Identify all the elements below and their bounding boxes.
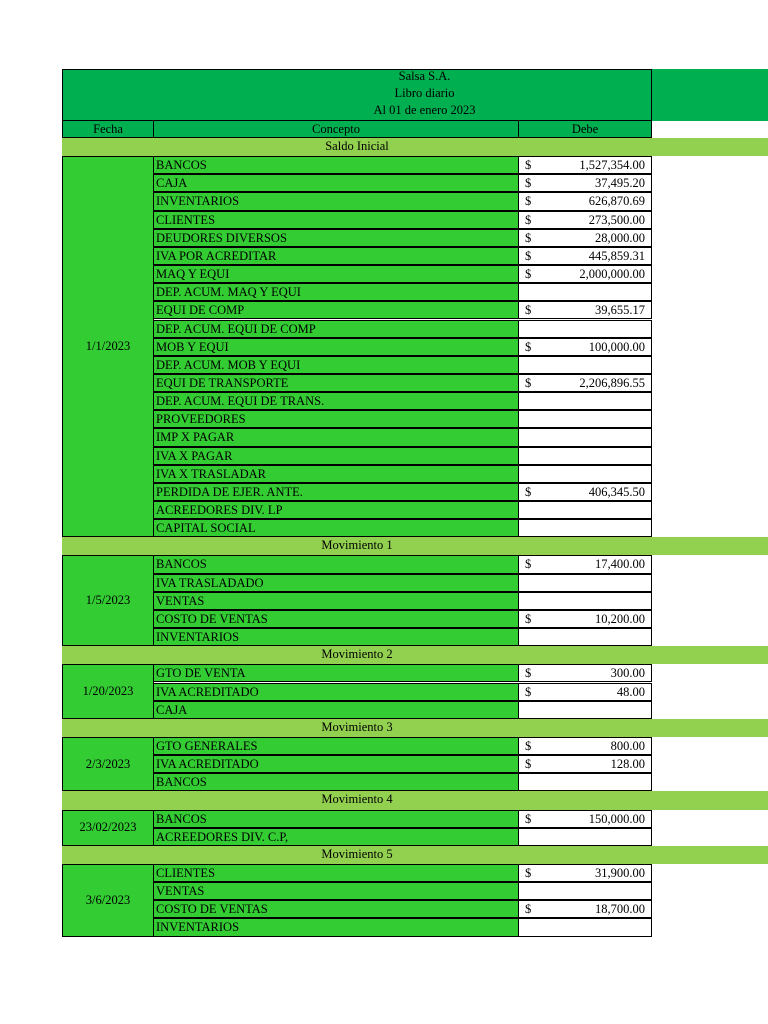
currency-symbol: $: [525, 866, 532, 880]
fecha-cell: 23/02/2023: [62, 810, 154, 846]
fecha-cell: 2/3/2023: [62, 737, 154, 791]
concepto-cell: ACREEDORES DIV. C.P,: [153, 828, 519, 846]
debe-amount: 1,527,354.00: [579, 158, 645, 173]
column-header-debe: Debe: [518, 120, 652, 138]
report-title: Libro diario: [394, 86, 455, 100]
concepto-cell: PROVEEDORES: [153, 410, 519, 428]
concepto-cell: DEP. ACUM. EQUI DE COMP: [153, 320, 519, 338]
currency-symbol: $: [525, 176, 532, 191]
currency-symbol: $: [525, 303, 532, 318]
fecha-cell: 3/6/2023: [62, 864, 154, 937]
currency-symbol: $: [525, 212, 532, 227]
debe-cell: [518, 356, 652, 374]
concepto-cell: GTO DE VENTA: [153, 664, 519, 682]
debe-amount: 31,900.00: [595, 866, 645, 880]
concepto-cell: DEP. ACUM. EQUI DE TRANS.: [153, 392, 519, 410]
concepto-cell: IVA X PAGAR: [153, 447, 519, 465]
fecha-cell: 1/5/2023: [62, 555, 154, 646]
debe-cell: [518, 338, 652, 356]
debe-amount: 445,859.31: [588, 248, 645, 263]
currency-symbol: $: [525, 194, 532, 209]
debe-amount: 17,400.00: [595, 557, 645, 572]
concepto-cell: ACREEDORES DIV. LP: [153, 501, 519, 519]
currency-symbol: $: [525, 230, 532, 245]
debe-cell: [518, 211, 652, 229]
debe-amount: 10,200.00: [595, 611, 645, 626]
currency-symbol: $: [525, 757, 532, 772]
debe-cell: [518, 701, 652, 719]
concepto-cell: MOB Y EQUI: [153, 338, 519, 356]
concepto-cell: CAJA: [153, 701, 519, 719]
concepto-cell: CLIENTES: [153, 211, 519, 229]
fecha-cell: 1/20/2023: [62, 664, 154, 718]
concepto-cell: EQUI DE TRANSPORTE: [153, 374, 519, 392]
concepto-cell: VENTAS: [153, 882, 519, 900]
concepto-cell: DEP. ACUM. MAQ Y EQUI: [153, 283, 519, 301]
section-title: Saldo Inicial: [325, 139, 389, 153]
debe-amount: 48.00: [616, 684, 645, 699]
debe-cell: [518, 265, 652, 283]
company-name: Salsa S.A.: [398, 69, 451, 83]
debe-amount: 37,495.20: [595, 176, 645, 191]
concepto-cell: EQUI DE COMP: [153, 301, 519, 319]
debe-cell: [518, 374, 652, 392]
concepto-cell: CAPITAL SOCIAL: [153, 519, 519, 537]
debe-amount: 39,655.17: [595, 303, 645, 318]
currency-symbol: $: [525, 248, 532, 263]
debe-amount: 800.00: [610, 738, 645, 753]
debe-cell: [518, 773, 652, 791]
debe-amount: 100,000.00: [588, 339, 645, 354]
debe-amount: 150,000.00: [588, 811, 645, 826]
concepto-cell: CLIENTES: [153, 864, 519, 882]
debe-amount: 2,206,896.55: [579, 375, 645, 390]
debe-amount: 128.00: [610, 757, 645, 772]
debe-amount: 28,000.00: [595, 230, 645, 245]
concepto-cell: CAJA: [153, 174, 519, 192]
debe-cell: [518, 592, 652, 610]
section-title: Movimiento 5: [321, 846, 393, 861]
currency-symbol: $: [525, 611, 532, 626]
concepto-cell: DEUDORES DIVERSOS: [153, 229, 519, 247]
debe-cell: [518, 610, 652, 628]
debe-cell: [518, 683, 652, 701]
column-header-fecha: Fecha: [62, 120, 154, 138]
concepto-cell: MAQ Y EQUI: [153, 265, 519, 283]
debe-cell: [518, 465, 652, 483]
concepto-cell: IVA TRASLADADO: [153, 574, 519, 592]
debe-amount: 2,000,000.00: [579, 267, 645, 282]
debe-cell: [518, 574, 652, 592]
concepto-cell: COSTO DE VENTAS: [153, 900, 519, 918]
concepto-cell: INVENTARIOS: [153, 192, 519, 210]
concepto-cell: IVA POR ACREDITAR: [153, 247, 519, 265]
debe-cell: [518, 447, 652, 465]
debe-cell: [518, 864, 652, 882]
debe-cell: [518, 519, 652, 537]
debe-cell: [518, 192, 652, 210]
debe-cell: [518, 918, 652, 936]
debe-cell: [518, 555, 652, 573]
concepto-cell: BANCOS: [153, 156, 519, 174]
concepto-cell: IVA ACREDITADO: [153, 683, 519, 701]
concepto-cell: INVENTARIOS: [153, 918, 519, 936]
debe-cell: [518, 229, 652, 247]
debe-cell: [518, 301, 652, 319]
fecha-cell: 1/1/2023: [62, 156, 154, 537]
debe-cell: [518, 247, 652, 265]
debe-cell: [518, 900, 652, 918]
concepto-cell: BANCOS: [153, 773, 519, 791]
debe-cell: [518, 174, 652, 192]
concepto-cell: DEP. ACUM. MOB Y EQUI: [153, 356, 519, 374]
concepto-cell: IMP X PAGAR: [153, 428, 519, 446]
concepto-cell: VENTAS: [153, 592, 519, 610]
debe-cell: [518, 410, 652, 428]
currency-symbol: $: [525, 684, 532, 699]
section-title: Movimiento 2: [321, 647, 393, 662]
currency-symbol: $: [525, 557, 532, 572]
section-title: Movimiento 3: [321, 719, 393, 734]
report-date: Al 01 de enero 2023: [373, 103, 476, 117]
debe-cell: [518, 664, 652, 682]
currency-symbol: $: [525, 484, 532, 499]
concepto-cell: BANCOS: [153, 555, 519, 573]
concepto-cell: GTO GENERALES: [153, 737, 519, 755]
currency-symbol: $: [525, 267, 532, 282]
debe-cell: [518, 810, 652, 828]
debe-cell: [518, 428, 652, 446]
concepto-cell: PERDIDA DE EJER. ANTE.: [153, 483, 519, 501]
debe-amount: 18,700.00: [595, 902, 645, 917]
debe-cell: [518, 392, 652, 410]
debe-cell: [518, 628, 652, 646]
debe-cell: [518, 283, 652, 301]
concepto-cell: IVA ACREDITADO: [153, 755, 519, 773]
currency-symbol: $: [525, 375, 532, 390]
currency-symbol: $: [525, 158, 532, 173]
concepto-cell: INVENTARIOS: [153, 628, 519, 646]
debe-amount: 273,500.00: [588, 212, 645, 227]
currency-symbol: $: [525, 738, 532, 753]
debe-cell: [518, 828, 652, 846]
concepto-cell: COSTO DE VENTAS: [153, 610, 519, 628]
debe-cell: [518, 755, 652, 773]
currency-symbol: $: [525, 339, 532, 354]
concepto-cell: IVA X TRASLADAR: [153, 465, 519, 483]
debe-amount: 300.00: [610, 666, 645, 681]
currency-symbol: $: [525, 666, 532, 681]
column-header-concepto: Concepto: [153, 120, 519, 138]
concepto-cell: BANCOS: [153, 810, 519, 828]
debe-amount: 626,870.69: [588, 194, 645, 209]
section-title: Movimiento 1: [321, 538, 393, 553]
section-title: Movimiento 4: [321, 792, 393, 807]
debe-cell: [518, 501, 652, 519]
currency-symbol: $: [525, 902, 532, 917]
debe-cell: [518, 156, 652, 174]
currency-symbol: $: [525, 811, 532, 826]
debe-cell: [518, 882, 652, 900]
debe-cell: [518, 483, 652, 501]
debe-cell: [518, 320, 652, 338]
debe-amount: 406,345.50: [588, 484, 645, 499]
debe-cell: [518, 737, 652, 755]
